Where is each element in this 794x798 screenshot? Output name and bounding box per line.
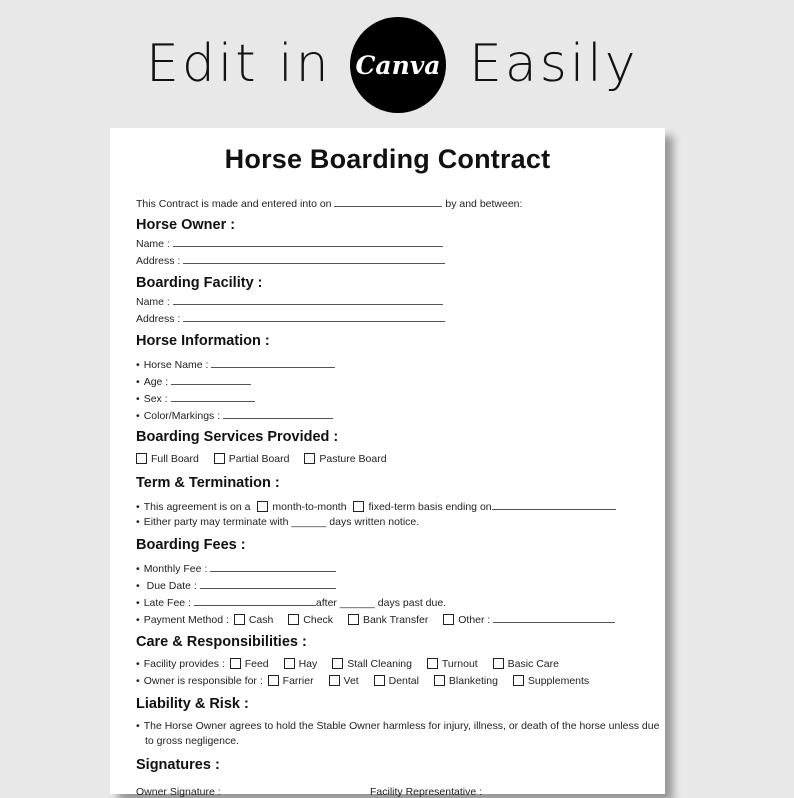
liability-line-2: to gross negligence. — [145, 735, 239, 747]
intro-line: This Contract is made and entered into on by and between: — [136, 198, 523, 210]
horse-name-field[interactable] — [211, 357, 335, 368]
term-line-2: • Either party may terminate with ______ days written notice. — [136, 516, 420, 528]
horse-color-row: • Color/Markings : — [136, 408, 333, 422]
month-to-month-checkbox[interactable] — [257, 501, 268, 512]
contract-date-field[interactable] — [334, 196, 442, 207]
liability-line-1: • The Horse Owner agrees to hold the Stable Owner harmless for injury, illness, or death of the horse unless due — [136, 720, 660, 732]
stall-cleaning-checkbox[interactable] — [332, 658, 343, 669]
fees-heading: Boarding Fees : — [136, 537, 246, 553]
contract-sheet — [110, 128, 665, 798]
late-fee-row: • Late Fee : after ______ days past due. — [136, 597, 447, 609]
horse-sex-field[interactable] — [171, 391, 255, 402]
vet-checkbox[interactable] — [329, 675, 340, 686]
facility-address-field[interactable] — [183, 311, 445, 322]
services-options: Full Board Partial Board Pasture Board — [136, 453, 387, 465]
notice-days-field[interactable]: ______ — [291, 516, 327, 528]
supplements-checkbox[interactable] — [513, 675, 524, 686]
partial-board-checkbox[interactable] — [214, 453, 225, 464]
payment-method-row: • Payment Method : Cash Check Bank Transfer Other : — [136, 612, 615, 626]
facility-provides-row: • Facility provides : Feed Hay Stall Cleaning Turnout Basic Care — [136, 658, 559, 670]
horse-age-row: • Age : — [136, 374, 251, 388]
basic-care-checkbox[interactable] — [493, 658, 504, 669]
signatures-heading: Signatures : — [136, 757, 220, 773]
banner-right-text: Easily — [469, 34, 639, 94]
due-date-field[interactable] — [200, 578, 336, 589]
pasture-board-checkbox[interactable] — [304, 453, 315, 464]
horse-color-field[interactable] — [223, 408, 333, 419]
facility-name-row: Name : — [136, 294, 443, 308]
owner-address-field[interactable] — [183, 253, 445, 264]
monthly-fee-field[interactable] — [210, 561, 336, 572]
canva-logo: Canva — [350, 17, 446, 113]
late-days-field[interactable]: ______ — [339, 597, 375, 609]
other-checkbox[interactable] — [443, 614, 454, 625]
turnout-checkbox[interactable] — [427, 658, 438, 669]
horse-sex-row: • Sex : — [136, 391, 255, 405]
owner-address-row: Address : — [136, 253, 445, 267]
owner-responsible-row: • Owner is responsible for : Farrier Vet Dental Blanketing Supplements — [136, 675, 590, 687]
term-line-1: • This agreement is on a month-to-month fixed-term basis ending on — [136, 499, 616, 513]
owner-heading: Horse Owner : — [136, 217, 236, 233]
owner-name-field[interactable] — [173, 236, 443, 247]
blanketing-checkbox[interactable] — [434, 675, 445, 686]
facility-name-field[interactable] — [173, 294, 443, 305]
term-heading: Term & Termination : — [136, 475, 280, 491]
document-title: Horse Boarding Contract — [224, 144, 551, 174]
facility-heading: Boarding Facility : — [136, 275, 263, 291]
farrier-checkbox[interactable] — [268, 675, 279, 686]
due-date-row: • Due Date : — [136, 578, 336, 592]
owner-signature-label: Owner Signature : — [136, 786, 221, 798]
promo-banner — [0, 0, 794, 128]
services-heading: Boarding Services Provided : — [136, 429, 339, 445]
dental-checkbox[interactable] — [374, 675, 385, 686]
monthly-fee-row: • Monthly Fee : — [136, 561, 336, 575]
late-fee-field[interactable] — [194, 595, 316, 606]
care-heading: Care & Responsibilities : — [136, 634, 307, 650]
full-board-checkbox[interactable] — [136, 453, 147, 464]
liability-heading: Liability & Risk : — [136, 696, 249, 712]
horse-name-row: • Horse Name : — [136, 357, 335, 371]
facility-address-row: Address : — [136, 311, 445, 325]
check-checkbox[interactable] — [288, 614, 299, 625]
other-payment-field[interactable] — [493, 612, 615, 623]
cash-checkbox[interactable] — [234, 614, 245, 625]
bank-transfer-checkbox[interactable] — [348, 614, 359, 625]
owner-name-row: Name : — [136, 236, 443, 250]
term-end-date-field[interactable] — [492, 499, 616, 510]
horse-info-heading: Horse Information : — [136, 333, 270, 349]
hay-checkbox[interactable] — [284, 658, 295, 669]
facility-representative-label: Facility Representative : — [370, 786, 483, 798]
feed-checkbox[interactable] — [230, 658, 241, 669]
fixed-term-checkbox[interactable] — [353, 501, 364, 512]
banner-left-text: Edit in — [146, 34, 332, 94]
horse-age-field[interactable] — [171, 374, 251, 385]
